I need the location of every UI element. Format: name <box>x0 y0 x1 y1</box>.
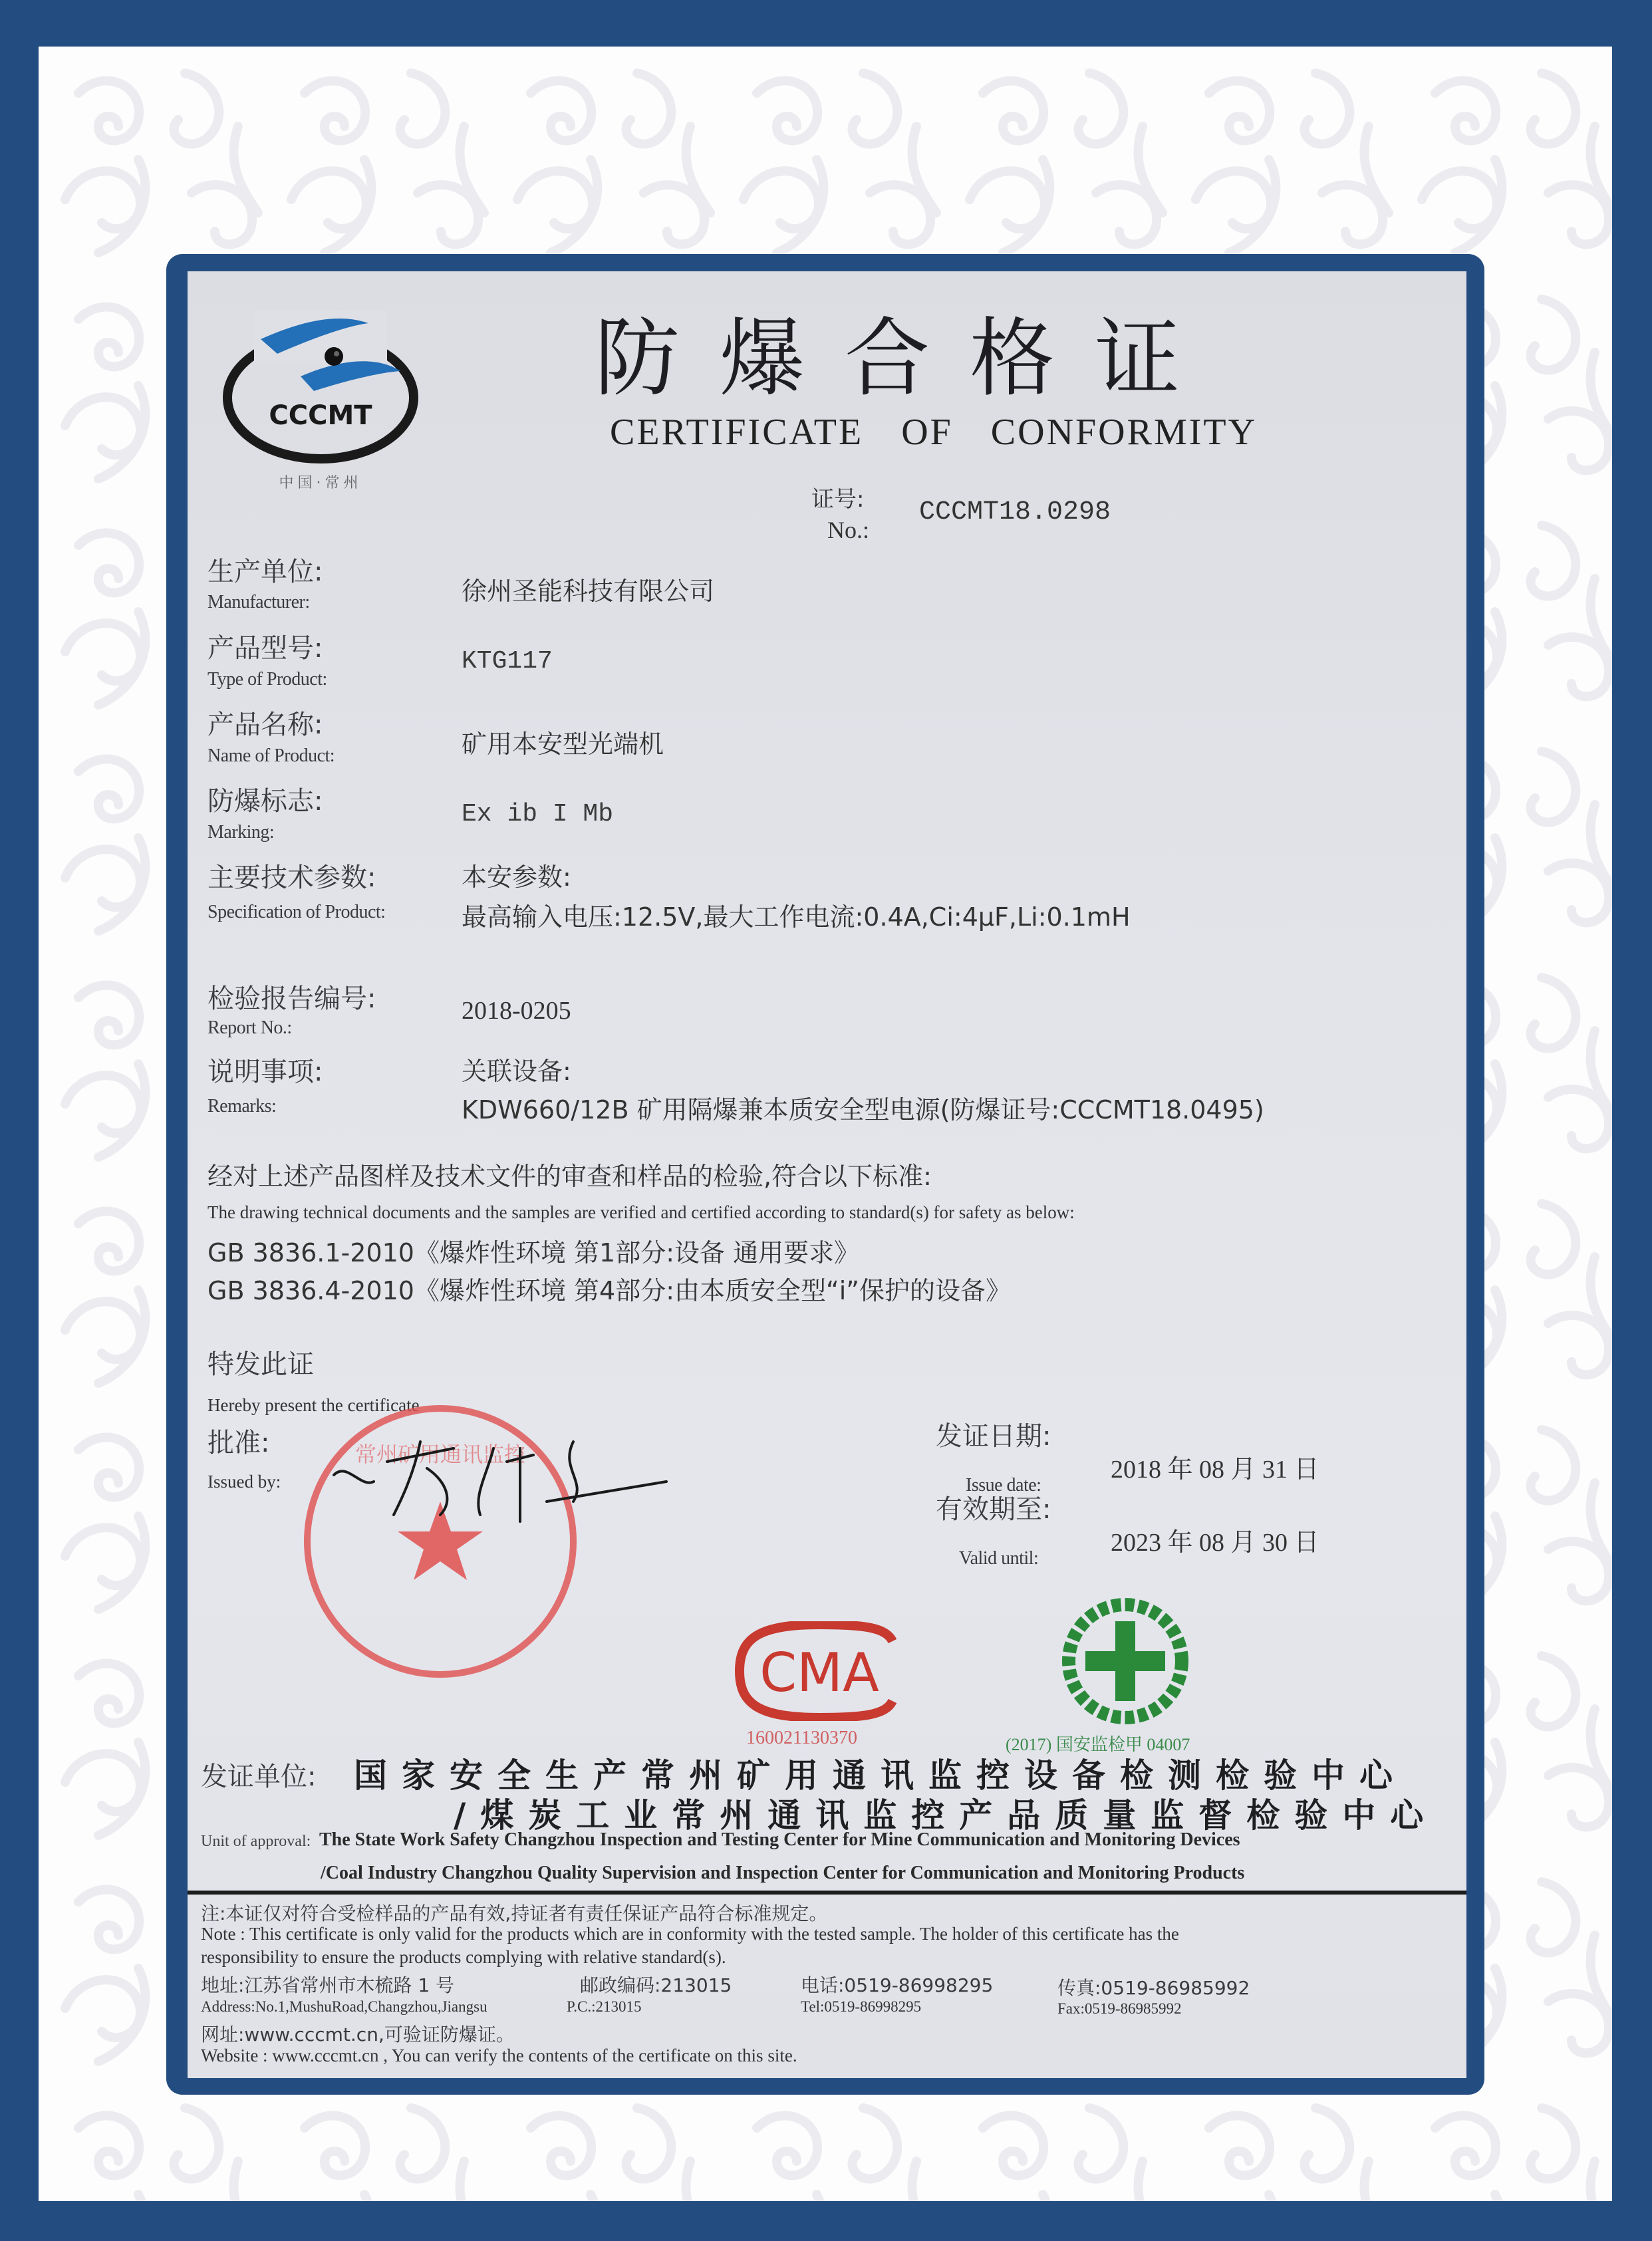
title-en: CERTIFICATE OF CONFORMITY <box>610 412 1258 453</box>
approved-cn: 批准: <box>207 1428 270 1458</box>
footer-fax-en: Fax:0519-86985992 <box>1057 2000 1182 2017</box>
footer-note-cn: 注:本证仅对符合受检样品的产品有效,持证者有责任保证产品符合标准规定。 <box>201 1903 828 1924</box>
footer-address-cn: 地址:江苏省常州市木梳路 1 号 <box>201 1974 455 1996</box>
footer-postcode-en: P.C.:213015 <box>567 1998 642 2015</box>
footer-fax-cn: 传真:0519-86985992 <box>1057 1977 1250 1999</box>
logo-text: CCCMT <box>269 400 372 431</box>
field-label-remarks-cn: 说明事项: <box>207 1057 323 1087</box>
field-label-name-cn: 产品名称: <box>207 710 323 740</box>
field-label-type-en: Type of Product: <box>207 669 327 690</box>
footer-tel-cn: 电话:0519-86998295 <box>801 1974 994 1996</box>
field-label-report-en: Report No.: <box>207 1017 292 1038</box>
standard-item-1: GB 3836.1-2010《爆炸性环境 第1部分:设备 通用要求》 <box>207 1238 860 1267</box>
field-value-remarks-title: 关联设备: <box>462 1057 571 1086</box>
footer-postcode-cn: 邮政编码:213015 <box>580 1974 732 1996</box>
unit-line2-en: /Coal Industry Changzhou Quality Supervision and Inspection Center for Communication and Monitoring Products <box>321 1863 1245 1883</box>
issue-date-value: 2018 年 08 月 31 日 <box>1111 1456 1319 1484</box>
approved-en: Issued by: <box>207 1472 281 1492</box>
unit-label-en: Unit of approval: <box>201 1833 311 1850</box>
standards-intro-en: The drawing technical documents and the samples are verified and certified according to standard(s) for safety as below: <box>207 1202 1075 1222</box>
cert-no-label-en: No.: <box>827 517 869 543</box>
field-value-remarks-detail: KDW660/12B 矿用隔爆兼本质安全型电源(防爆证号:CCCMT18.0495) <box>462 1095 1264 1124</box>
cma-number: 160021130370 <box>746 1728 857 1748</box>
field-label-remarks-en: Remarks: <box>207 1096 277 1117</box>
footer-note-en-1: Note : This certificate is only valid for the products which are in conformity with the tested sample. The holder of this certificate has the <box>201 1924 1179 1944</box>
field-label-report-cn: 检验报告编号: <box>207 984 376 1014</box>
field-label-marking-en: Marking: <box>207 822 275 843</box>
title-cn: 防爆合格证 <box>595 309 1220 408</box>
unit-line1-cn: 国家安全生产常州矿用通讯监控设备检测检验中心 <box>354 1756 1407 1795</box>
cert-no: CCCMT18.0298 <box>919 497 1111 527</box>
field-label-spec-en: Specification of Product: <box>207 902 386 922</box>
svg-text:常州矿用通讯监控: 常州矿用通讯监控 <box>354 1442 526 1467</box>
hereby-cn: 特发此证 <box>207 1349 314 1380</box>
field-value-spec-title: 本安参数: <box>462 862 571 892</box>
valid-until-label-en: Valid until: <box>959 1548 1039 1569</box>
safety-inspection-mark-icon <box>1052 1595 1205 1728</box>
cccmt-logo-icon <box>214 298 427 497</box>
field-value-name: 矿用本安型光端机 <box>462 729 664 759</box>
unit-label-cn: 发证单位: <box>201 1762 317 1792</box>
standards-intro-cn: 经对上述产品图样及技术文件的审查和样品的检验,符合以下标准: <box>207 1162 932 1191</box>
issue-date-label-en: Issue date: <box>966 1475 1041 1496</box>
standard-item-2: GB 3836.4-2010《爆炸性环境 第4部分:由本质安全型“i”保护的设备》 <box>207 1276 1011 1305</box>
hereby-en: Hereby present the certificate <box>207 1395 420 1415</box>
footer-website-en: Website : www.cccmt.cn , You can verify the contents of the certificate on this site. <box>201 2045 797 2065</box>
footer-website-cn: 网址:www.cccmt.cn,可验证防爆证。 <box>201 2024 515 2045</box>
field-label-type-cn: 产品型号: <box>207 633 323 664</box>
logo-subtext: 中国·常州 <box>279 475 362 491</box>
issue-date-label-cn: 发证日期: <box>936 1421 1051 1452</box>
field-value-report: 2018-0205 <box>462 997 571 1025</box>
field-label-manufacturer-en: Manufacturer: <box>207 592 310 612</box>
footer-divider <box>188 1891 1466 1895</box>
signature-icon <box>321 1422 693 1528</box>
unit-line1-en: The State Work Safety Changzhou Inspection and Testing Center for Mine Communication and Monitoring Devices <box>319 1829 1240 1850</box>
footer-address-en: Address:No.1,MushuRoad,Changzhou,Jiangsu <box>201 1998 487 2015</box>
field-value-manufacturer: 徐州圣能科技有限公司 <box>462 577 715 606</box>
field-label-spec-cn: 主要技术参数: <box>207 862 376 893</box>
valid-until-value: 2023 年 08 月 30 日 <box>1111 1529 1319 1557</box>
footer-note-en-2: responsibility to ensure the products complying with relative standard(s). <box>201 1947 726 1967</box>
field-value-spec-detail: 最高输入电压:12.5V,最大工作电流:0.4A,Ci:4μF,Li:0.1mH <box>462 902 1131 932</box>
field-value-type: KTG117 <box>462 647 553 676</box>
footer-tel-en: Tel:0519-86998295 <box>801 1998 922 2015</box>
certificate-document <box>188 271 1466 2078</box>
safety-mark-number: (2017) 国安监检甲 04007 <box>1006 1735 1190 1754</box>
field-label-marking-cn: 防爆标志: <box>207 786 323 817</box>
field-label-manufacturer-cn: 生产单位: <box>207 557 323 587</box>
valid-until-label-cn: 有效期至: <box>936 1494 1051 1525</box>
cert-no-label-cn: 证号: <box>811 486 865 513</box>
field-label-name-en: Name of Product: <box>207 745 335 766</box>
unit-line2-cn: /煤炭工业常州通讯监控产品质量监督检验中心 <box>454 1796 1439 1835</box>
cma-text: CMA <box>759 1642 879 1704</box>
field-value-marking: Ex ib I Mb <box>462 800 614 829</box>
cma-mark-icon <box>733 1621 906 1721</box>
